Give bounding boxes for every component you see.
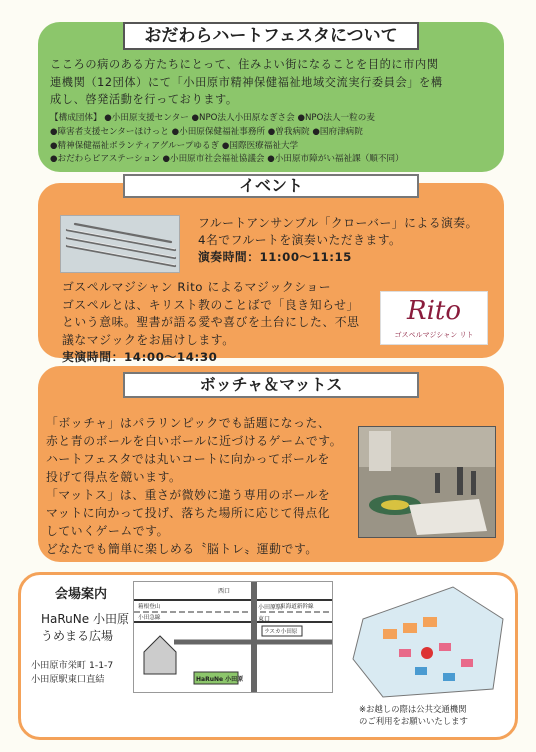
map-label-hall: HaRuNe 小田原	[196, 676, 244, 683]
venue-address-line: 小田原市栄町 1-1-7	[31, 660, 114, 671]
floor-map	[343, 579, 509, 703]
org-row: 【構成団体】 ●小田原支援センター ●NPO法人小田原なぎさ会 ●NPO法人一粒の麦	[50, 113, 375, 123]
note-line: のご利用をお願いいたします	[359, 716, 468, 726]
rito-logo-text: Rito	[407, 296, 461, 326]
gospel-line: ゴスペルマジシャン Rito によるマジックショー	[62, 280, 332, 294]
venue-title: 会場案内	[55, 587, 108, 602]
bocce-line: 赤と青のボールを白いボールに近づけるゲームです。	[46, 434, 343, 448]
bocce-line: どなたでも簡単に楽しめる〝脳トレ〟運動です。	[46, 542, 318, 556]
bocce-line: 「マットス」は、重さが微妙に違う専用のボールを	[46, 488, 331, 502]
bocce-description	[46, 414, 342, 558]
event-title: イベント	[123, 174, 419, 198]
about-title: おだわらハートフェスタについて	[123, 22, 419, 50]
map-label-bus: ラスカ小田原	[264, 629, 298, 635]
bocce-line: マットに向かって投げ、落ちた場所に応じて得点化	[46, 506, 331, 520]
gospel-line: ゴスペルとは、キリスト教のことばで「良き知らせ」	[62, 297, 359, 312]
org-row: ●精神保健福祉ボランティアグループゆるぎ ●国際医療福祉大学	[50, 140, 299, 151]
venue-map	[133, 581, 333, 693]
bocce-photo	[358, 426, 496, 538]
intro-line: 連機関（12団体）にて「小田原市精神保健福祉地域交流実行委員会」を構	[50, 75, 443, 89]
bocce-panel	[38, 366, 504, 562]
gospel-line: という意味。聖書が語る愛や喜びを土台にした、不思	[62, 315, 360, 329]
intro-line: こころの病のある方たちにとって、住みよい街になることを目的に市内関	[50, 58, 439, 71]
flute-photo	[60, 215, 180, 273]
venue-address	[31, 659, 113, 687]
intro-line: 成し、啓発活動を行っております。	[50, 93, 238, 106]
flute-line: 4名でフルートを演奏いただきます。	[198, 233, 402, 247]
gospel-description	[62, 279, 360, 367]
about-intro	[50, 56, 498, 109]
map-label-line1: 箱根登山	[138, 604, 161, 610]
flute-line: フルートアンサンブル「クローバー」による演奏。	[198, 216, 478, 230]
venue-name-line: HaRuNe 小田原	[41, 612, 129, 626]
rito-logo-sub: ゴスペルマジシャン リト	[394, 331, 474, 339]
rito-logo	[380, 291, 488, 345]
org-row: ●障害者支援センターほけっと ●小田原保健福祉事務所 ●曽我病院 ●国府津病院	[50, 126, 363, 137]
bocce-title: ボッチャ＆マットス	[123, 372, 419, 398]
venue-name-line: うめまる広場	[41, 629, 114, 643]
note-line: ※お越しの際は公共交通機関	[359, 704, 467, 714]
bocce-line: 投げて得点を競います。	[46, 470, 182, 484]
map-label-line3: 小田急線	[138, 615, 161, 621]
gospel-line: 議なマジックをお届けします。	[62, 332, 235, 347]
venue-panel	[18, 572, 518, 740]
map-label-line2: 東海道新幹線	[280, 604, 314, 610]
gospel-time: 実演時間：14:00～14:30	[62, 350, 218, 364]
venue-name	[41, 611, 129, 645]
flute-description	[198, 215, 478, 266]
flute-time: 演奏時間：11:00～11:15	[198, 250, 352, 264]
map-label-station: 小田原駅	[258, 604, 283, 611]
about-panel	[38, 22, 504, 172]
map-label-west: 西口	[218, 588, 231, 595]
bocce-line: ハートフェスタでは丸いコートに向かってボールを	[46, 452, 330, 466]
org-row: ●おだわらピアステーション ●小田原市社会福祉協議会 ●小田原市障がい福祉課（順不同）	[50, 154, 404, 165]
venue-address-line: 小田原駅東口直結	[31, 674, 105, 685]
transit-note	[359, 703, 468, 727]
map-label-east: 東口	[258, 616, 271, 623]
org-list	[50, 112, 500, 167]
event-panel	[38, 176, 504, 364]
bocce-line: 「ボッチャ」はパラリンピックでも話題になった、	[46, 416, 331, 430]
bocce-line: していくゲームです。	[46, 524, 170, 538]
